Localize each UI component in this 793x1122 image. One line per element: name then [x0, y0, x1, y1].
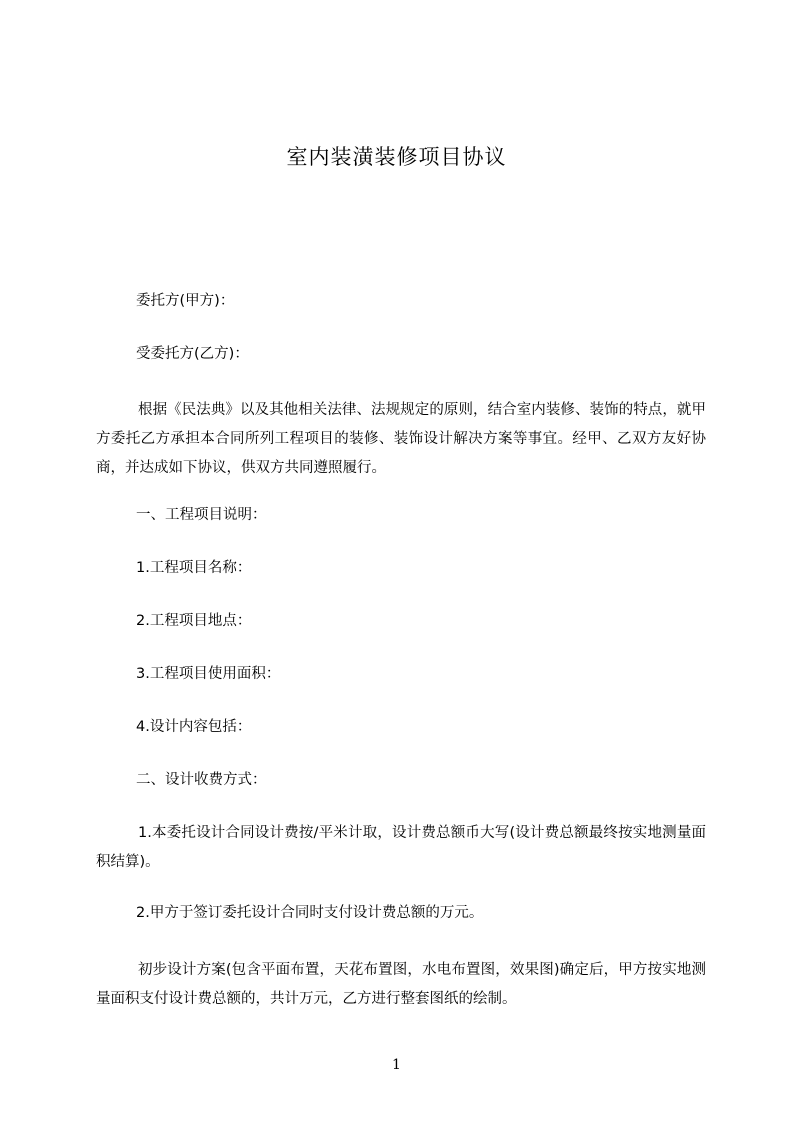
- project-area-item: 3.工程项目使用面积：: [136, 666, 281, 682]
- page-number: 1: [392, 1057, 401, 1073]
- document-title: 室内装潢装修项目协议: [286, 145, 507, 169]
- party-b-line: 受委托方(乙方)：: [136, 346, 249, 362]
- project-location-item: 2.工程项目地点：: [136, 613, 252, 629]
- party-a-line: 委托方(甲方)：: [136, 293, 235, 309]
- preamble-paragraph: 根据《民法典》以及其他相关法律、法规规定的原则，结合室内装修、装饰的特点，就甲方委托乙方承担本合同所列工程项目的装修、装饰设计解决方案等事宜。经甲、乙双方友好协商，并达成如下协议，供双方共同遵照履行。: [96, 402, 706, 476]
- fee-paragraph-2: 2.甲方于签订委托设计合同时支付设计费总额的万元。: [136, 905, 484, 921]
- fee-paragraph-1: 1.本委托设计合同设计费按/平米计取，设计费总额币大写(设计费总额最终按实地测量面积结算)。: [96, 825, 706, 870]
- design-content-item: 4.设计内容包括：: [136, 719, 252, 735]
- section1-heading: 一、工程项目说明：: [136, 507, 267, 523]
- fee-paragraph-3: 初步设计方案(包含平面布置，天花布置图，水电布置图，效果图)确定后，甲方按实地测量面积支付设计费总额的，共计万元，乙方进行整套图纸的绘制。: [96, 962, 706, 1007]
- project-name-item: 1.工程项目名称：: [136, 560, 252, 576]
- section2-heading: 二、设计收费方式：: [136, 772, 267, 788]
